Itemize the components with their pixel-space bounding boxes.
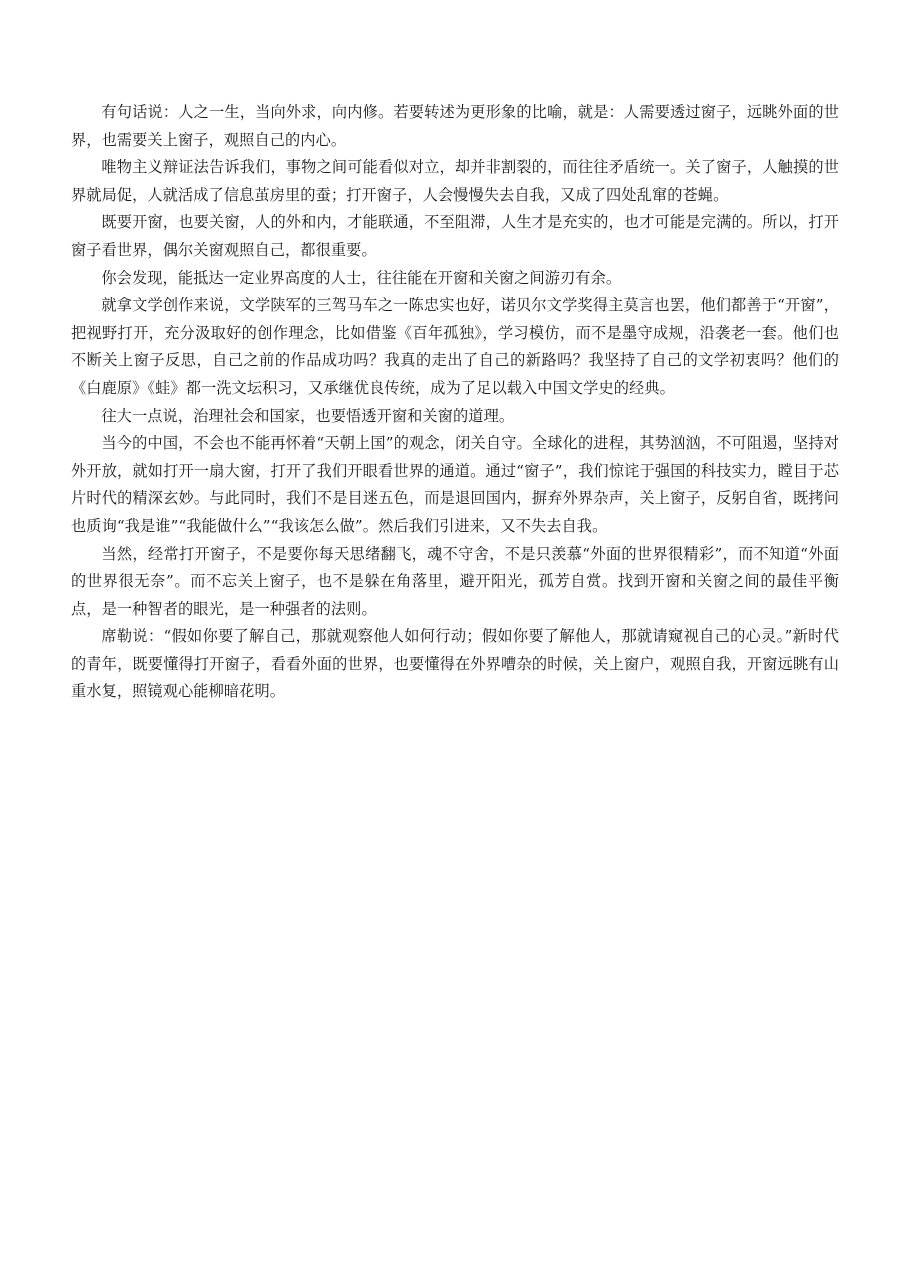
- paragraph-4: 你会发现，能抵达一定业界高度的人士，往往能在开窗和关窗之间游刃有余。: [101, 268, 622, 287]
- paragraph-5: 就拿文学创作来说，文学陕军的三驾马车之一陈忠实也好，诺贝尔文学奖得主莫言也罢，他们都善于“开窗”，把视野打开，充分汲取好的创作理念，比如借鉴《百年孤独》，学习模仿，而不是墨守成规，沿袭老一套。他们也不断关上窗子反思，自己之前的作品成功吗？我真的走出了自己的新路吗？我坚持了自己的文学初衷吗？他们的《白鹿原》《蛙》都一洗文坛积习，又承继优良传统，成为了足以载入中国文学史的经典。: [71, 296, 839, 397]
- paragraph-7: 当今的中国，不会也不能再怀着“天朝上国”的观念，闭关自守。全球化的进程，其势汹汹，不可阻遏，坚持对外开放，就如打开一扇大窗，打开了我们开眼看世界的通道。通过“窗子”，我们惊诧于强国的科技实力，瞠目于芯片时代的精深玄妙。与此同时，我们不是目迷五色，而是退回国内，摒弃外界杂声，关上窗子，反躬自省，既拷问也质询“我是谁”“我能做什么”“我该怎么做”。然后我们引进来，又不失去自我。: [71, 434, 839, 535]
- essay-body: [71, 99, 839, 706]
- paragraph-1: 有句话说：人之一生，当向外求，向内修。若要转述为更形象的比喻，就是：人需要透过窗子，远眺外面的世界，也需要关上窗子，观照自己的内心。: [71, 103, 839, 149]
- paragraph-6: 往大一点说，治理社会和国家，也要悟透开窗和关窗的道理。: [101, 406, 515, 425]
- paragraph-9: 席勒说：“假如你要了解自己，那就观察他人如何行动；假如你要了解他人，那就请窥视自己的心灵。”新时代的青年，既要懂得打开窗子，看看外面的世界，也要懂得在外界嘈杂的时候，关上窗户，观照自我，开窗远眺有山重水复，照镜观心能柳暗花明。: [71, 627, 839, 701]
- paragraph-8: 当然，经常打开窗子，不是要你每天思绪翻飞，魂不守舍，不是只羡慕“外面的世界很精彩”，而不知道“外面的世界很无奈”。而不忘关上窗子，也不是躲在角落里，避开阳光，孤芳自赏。找到开窗和关窗之间的最佳平衡点，是一种智者的眼光，是一种强者的法则。: [71, 544, 839, 618]
- paragraph-3: 既要开窗，也要关窗，人的外和内，才能联通，不至阻滞，人生才是充实的，也才可能是完满的。所以，打开窗子看世界，偶尔关窗观照自己，都很重要。: [71, 213, 839, 259]
- paragraph-2: 唯物主义辩证法告诉我们，事物之间可能看似对立，却并非割裂的，而往往矛盾统一。关了窗子，人触摸的世界就局促，人就活成了信息茧房里的蚕；打开窗子，人会慢慢失去自我，又成了四处乱窜的苍蝇。: [71, 158, 839, 204]
